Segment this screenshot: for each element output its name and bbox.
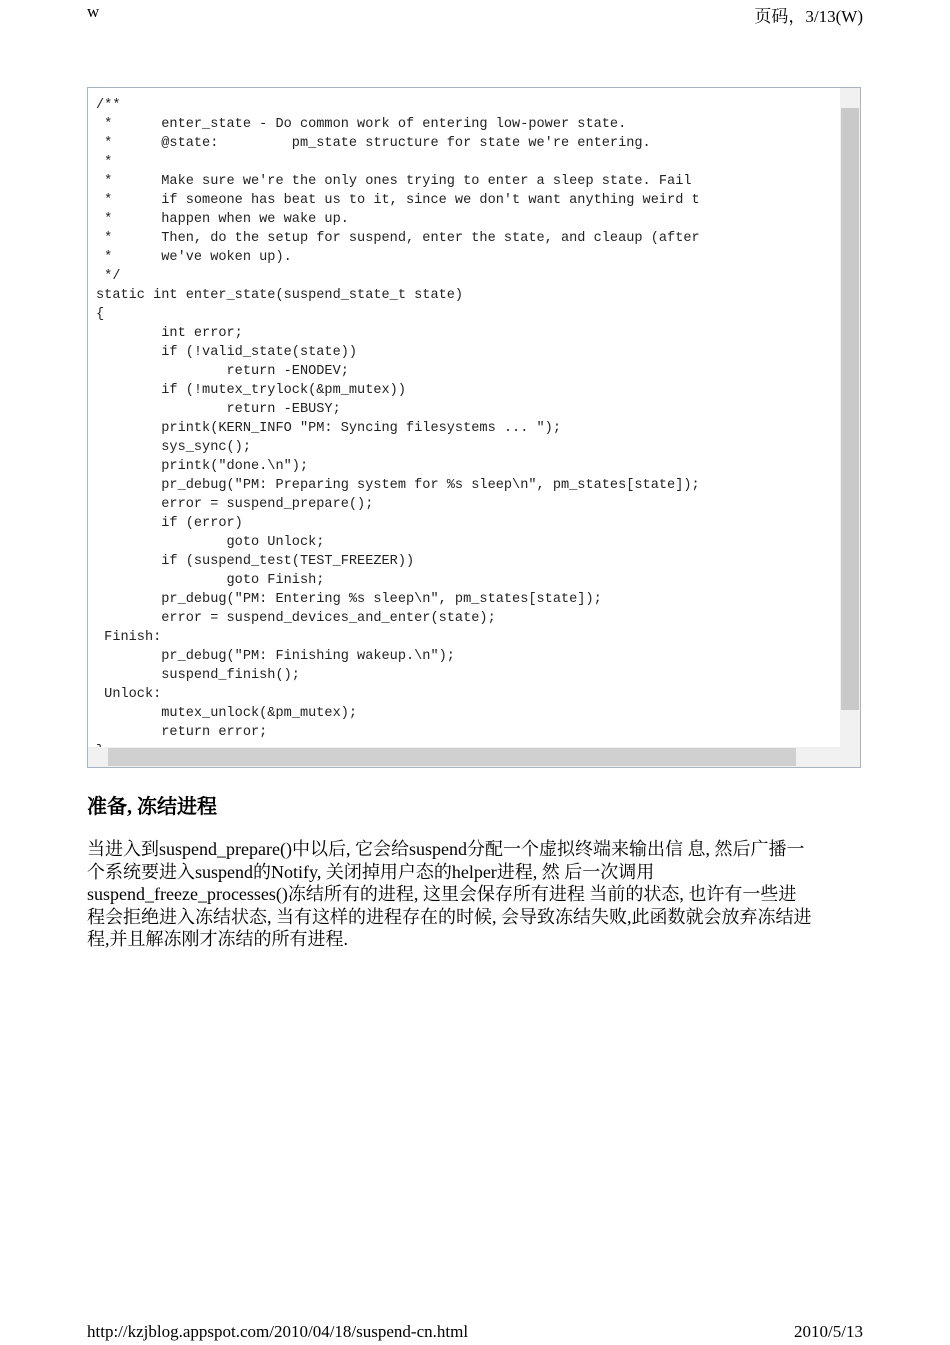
paragraph-line: 个系统要进入suspend的Notify, 关闭掉用户态的helper进程, 然 后一次调用 [87,861,655,882]
code-line: return -ENODEV; [226,364,349,379]
section-paragraph [87,838,863,951]
horizontal-scroll-thumb[interactable] [108,748,796,766]
code-line: { [96,307,105,322]
code-line: error = suspend_devices_and_enter(state); [161,611,496,626]
paragraph-line: 程,并且解冻刚才冻结的所有进程. [87,929,348,949]
paragraph-line: 程会拒绝进入冻结状态, 当有这样的进程存在的时候, 会导致冻结失败,此函数就会放弃冻结进 [87,906,812,927]
code-line: Finish: [104,630,162,645]
scrollbar-corner [840,747,860,767]
code-line: suspend_finish(); [161,668,300,683]
code-line: error = suspend_prepare(); [161,497,374,512]
section-title: 准备, 冻结进程 [87,796,217,818]
code-line: * @state: pm_state structure for state we're entering. [104,136,651,151]
code-line: return error; [161,725,268,740]
code-line: printk(KERN_INFO "PM: Syncing filesystems ... "); [161,421,561,436]
page-number: 页码，3/13(W) [754,7,863,26]
code-line: * Then, do the setup for suspend, enter the state, and cleaup (after [104,231,700,246]
code-line: if (!mutex_trylock(&pm_mutex)) [161,383,406,398]
code-viewport [88,88,842,749]
code-line: * Make sure we're the only ones trying to enter a sleep state. Fail [104,174,692,189]
code-line: goto Finish; [226,573,325,588]
code-line: pr_debug("PM: Finishing wakeup.\n"); [161,649,455,664]
vertical-scrollbar[interactable] [840,88,860,749]
code-line: pr_debug("PM: Preparing system for %s sleep\n", pm_states[state]); [161,478,700,493]
code-line: return -EBUSY; [226,402,341,417]
code-line: /** [96,98,121,113]
code-line: if (!valid_state(state)) [161,345,358,360]
code-line: if (error) [161,516,243,531]
code-line: printk("done.\n"); [161,459,309,474]
code-line: */ [104,269,121,284]
code-line: pr_debug("PM: Entering %s sleep\n", pm_states[state]); [161,592,602,607]
code-line: * happen when we wake up. [104,212,349,227]
footer-date: 2010/5/13 [794,1322,863,1341]
code-line: if (suspend_test(TEST_FREEZER)) [161,554,415,569]
paragraph-line: suspend_freeze_processes()冻结所有的进程, 这里会保存所有进程 当前的状态, 也许有一些进 [87,884,797,904]
code-line: Unlock: [104,687,162,702]
code-line: static int enter_state(suspend_state_t state) [96,288,464,303]
header-left: w [87,2,100,21]
vertical-scroll-thumb[interactable] [841,108,859,710]
horizontal-scrollbar[interactable] [88,747,842,767]
code-line: * we've woken up). [104,250,292,265]
code-line: mutex_unlock(&pm_mutex); [161,706,358,721]
code-line: * if someone has beat us to it, since we don't want anything weird t [104,193,700,208]
code-line: sys_sync(); [161,440,251,455]
code-line: * [104,155,113,170]
code-block [87,87,861,768]
code-line: int error; [161,326,243,341]
code-line: * enter_state - Do common work of entering low-power state. [104,117,627,132]
code-line: goto Unlock; [226,535,325,550]
paragraph-line: 当进入到suspend_prepare()中以后, 它会给suspend分配一个虚拟终端来输出信 息, 然后广播一 [87,839,805,859]
code-text [88,88,842,761]
footer-url[interactable]: http://kzjblog.appspot.com/2010/04/18/suspend-cn.html [87,1322,469,1341]
